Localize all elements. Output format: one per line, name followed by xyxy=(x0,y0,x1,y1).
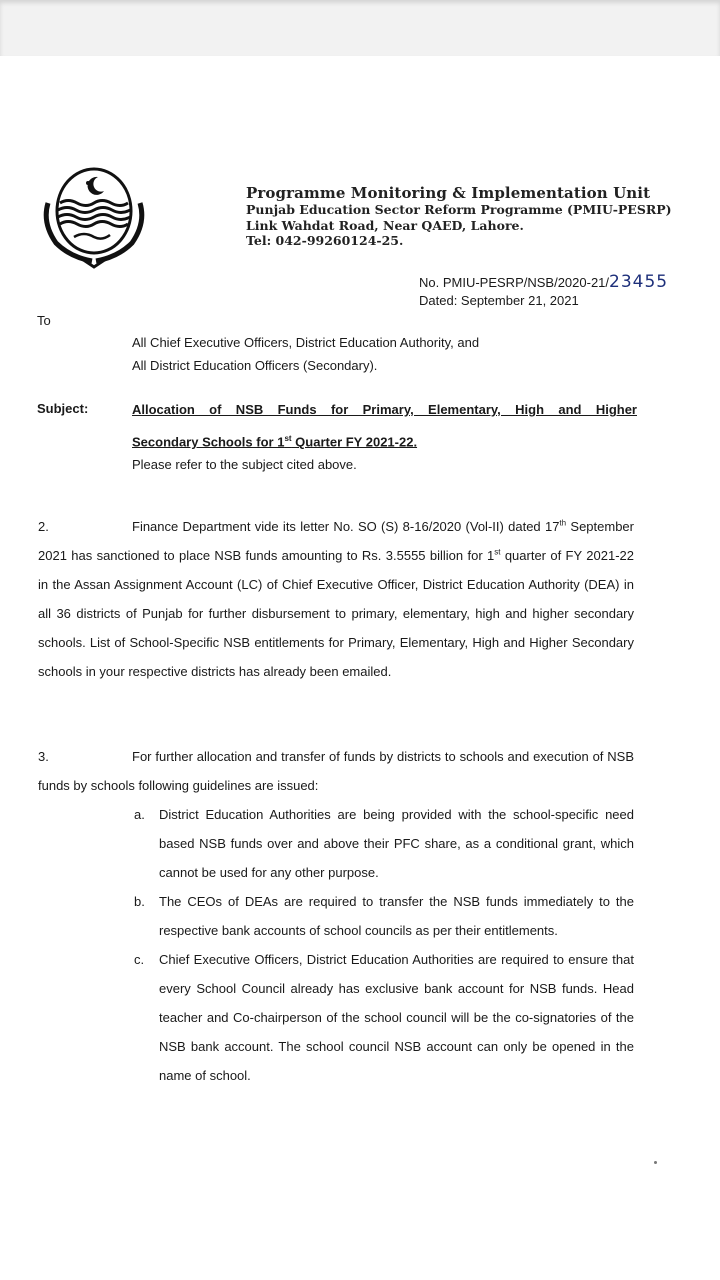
list-marker: c. xyxy=(134,952,145,967)
paragraph-text: September 2021 has sanctioned to place NSB funds amounting to Rs. 3.5555 billion for 1 xyxy=(38,519,634,563)
scan-speck xyxy=(654,1161,657,1164)
list-item-text: The CEOs of DEAs are required to transfer the NSB funds immediately to the respective bank accounts of school councils as per their entitlements. xyxy=(159,894,634,938)
subject-text: Secondary Schools for 1 xyxy=(132,434,285,450)
subject-text: Quarter FY 2021-22. xyxy=(291,434,418,450)
list-marker: b. xyxy=(134,894,145,909)
list-item xyxy=(134,800,634,887)
paragraph-text: quarter of FY 2021-22 in the Assan Assignment Account (LC) of Chief Executive Officer, District Education Authority (DEA) in all 36 districts of Punjab for further disbursement to primary, elementary, high and higher secondary schools. List of School-Specific NSB entitlements for Primary, Elementary, High and Higher Secondary schools in your respective districts has already been emailed. xyxy=(38,548,634,679)
reference-number xyxy=(419,272,668,293)
org-name: Programme Monitoring & Implementation Unit xyxy=(246,184,651,202)
list-item-text: Chief Executive Officers, District Education Authorities are required to ensure that every School Council already has exclusive bank account for NSB funds. Head teacher and Co-chairperson of the school council will be the co-signatories of the NSB bank account. The school council NSB account can only be opened in the name of school. xyxy=(159,952,634,1083)
paragraph-3 xyxy=(38,742,634,800)
org-telephone: Tel: 042-99260124-25. xyxy=(246,233,404,248)
recipient-line: All Chief Executive Officers, District Education Authority, and xyxy=(132,335,480,350)
list-item-text: District Education Authorities are being provided with the school-specific need based NSB funds over and above their PFC share, as a conditional grant, which cannot be used for any other purpose. xyxy=(159,807,634,880)
paragraph-text: For further allocation and transfer of funds by districts to schools and execution of NSB funds by schools following guidelines are issued: xyxy=(38,749,634,793)
reference-prefix: No. PMIU-PESRP/NSB/2020-21/ xyxy=(419,275,610,290)
punjab-emblem-icon xyxy=(38,163,148,271)
list-item xyxy=(134,945,634,1090)
ordinal: th xyxy=(559,518,567,528)
paragraph-number: 3. xyxy=(38,749,49,764)
subject-ordinal: st xyxy=(284,434,292,443)
subject-line-2 xyxy=(132,430,637,451)
viewer-top-bar xyxy=(0,0,720,56)
subject-label: Subject: xyxy=(37,401,89,416)
refer-line: Please refer to the subject cited above. xyxy=(132,457,357,472)
letter-date: Dated: September 21, 2021 xyxy=(419,293,579,308)
subject-line-1: Allocation of NSB Funds for Primary, Elementary, High and Higher xyxy=(132,402,637,417)
programme-name: Punjab Education Sector Reform Programme (PMIU-PESRP) xyxy=(246,202,672,217)
org-address: Link Wahdat Road, Near QAED, Lahore. xyxy=(246,217,524,233)
list-marker: a. xyxy=(134,807,145,822)
list-item xyxy=(134,887,634,945)
recipient-line: All District Education Officers (Secondary). xyxy=(132,358,378,373)
ordinal: st xyxy=(494,547,501,557)
paragraph-2 xyxy=(38,512,634,686)
paragraph-number: 2. xyxy=(38,519,49,534)
letterhead xyxy=(246,184,672,249)
paragraph-text: Finance Department vide its letter No. SO (S) 8-16/2020 (Vol-II) dated 17 xyxy=(132,519,560,534)
handwritten-number: 23455 xyxy=(609,272,669,292)
to-label: To xyxy=(37,313,51,328)
guidelines-list xyxy=(134,800,634,1090)
